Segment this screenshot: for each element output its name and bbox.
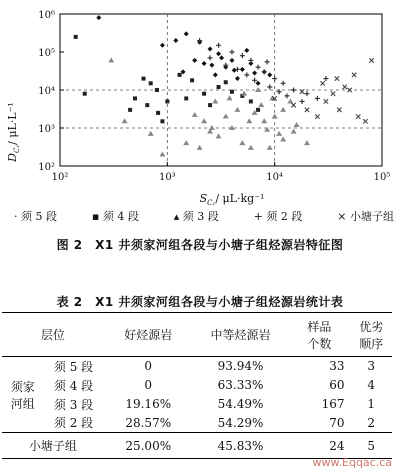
- data-point: [352, 73, 356, 77]
- data-point: [190, 78, 194, 82]
- data-point: [122, 118, 128, 123]
- series-x: [272, 58, 373, 123]
- data-point: [248, 58, 253, 63]
- table-caption: 表 2 X1 井须家河组各段与小塘子组烃源岩统计表: [56, 295, 344, 309]
- data-point: [217, 85, 221, 89]
- data-point: [74, 35, 78, 39]
- data-point: [324, 99, 328, 103]
- medium-cell: 63.33%: [217, 378, 264, 392]
- data-point: [284, 93, 289, 98]
- data-point: [337, 108, 341, 112]
- data-point: [209, 125, 215, 130]
- data-point: [223, 114, 229, 119]
- table-row: [2, 395, 392, 414]
- data-point: [208, 55, 213, 60]
- table-row: [2, 376, 392, 395]
- member-cell: 须 4 段: [53, 378, 94, 393]
- data-point: [230, 90, 234, 94]
- good-cell: 19.16%: [125, 397, 172, 411]
- member-cell: 小塘子组: [28, 439, 77, 453]
- header-rank-line1: 优劣: [359, 319, 384, 334]
- data-point: [229, 50, 234, 55]
- data-point: [241, 91, 247, 96]
- count-cell: 70: [329, 415, 345, 430]
- data-point: [240, 67, 245, 72]
- data-point: [224, 80, 228, 84]
- good-cell: 28.57%: [125, 415, 172, 430]
- data-point: [343, 85, 347, 89]
- rank-cell: 5: [367, 438, 376, 453]
- data-point: [184, 31, 189, 36]
- data-point: [178, 73, 182, 77]
- data-point: [304, 91, 309, 96]
- data-point: [192, 112, 198, 117]
- data-point: [267, 145, 273, 150]
- data-point: [149, 81, 153, 85]
- count-cell: 60: [329, 378, 345, 392]
- medium-cell: 93.94%: [217, 359, 264, 374]
- statistics-table: [2, 312, 392, 459]
- data-point: [304, 140, 310, 145]
- count-cell: 24: [329, 438, 345, 453]
- data-point: [369, 58, 373, 62]
- legend-item: × 小塘子组: [337, 210, 394, 223]
- data-point: [240, 53, 245, 58]
- data-point: [249, 99, 253, 103]
- count-cell: 167: [321, 397, 345, 411]
- data-point: [246, 118, 252, 123]
- table-header-row: [2, 313, 392, 357]
- series-square: [74, 35, 260, 123]
- y-tick-label: 10⁵: [38, 48, 55, 59]
- table-row: [2, 357, 392, 376]
- data-point: [335, 76, 339, 80]
- medium-cell: 45.83%: [217, 438, 264, 453]
- x-axis-label: $S_{C_1}/$ μL·kg⁻¹: [199, 192, 265, 207]
- data-point: [232, 68, 237, 73]
- data-point: [216, 51, 221, 56]
- data-point: [258, 102, 264, 107]
- rank-cell: 1: [367, 397, 376, 411]
- good-cell: 0: [144, 378, 153, 392]
- data-point: [165, 99, 169, 103]
- x-tick-label: 10³: [158, 172, 176, 183]
- watermark: www.Eqqac.ca: [312, 456, 392, 469]
- header-medium: 中等烃源岩: [210, 328, 271, 342]
- rank-cell: 4: [367, 378, 376, 392]
- table-row: [2, 433, 392, 459]
- data-point: [184, 96, 188, 100]
- data-point: [96, 15, 101, 20]
- data-point: [248, 145, 254, 150]
- data-point: [227, 95, 233, 100]
- data-point: [331, 91, 335, 95]
- data-point: [128, 108, 132, 112]
- data-point: [323, 76, 328, 81]
- data-point: [148, 131, 154, 136]
- data-point: [320, 81, 324, 85]
- y-tick-label: 10⁶: [38, 10, 55, 21]
- data-point: [267, 72, 272, 77]
- data-point: [315, 96, 320, 101]
- data-point: [265, 59, 270, 64]
- data-point: [229, 58, 234, 63]
- legend-item: · 须 5 段: [14, 210, 57, 223]
- data-point: [156, 111, 160, 115]
- data-point: [255, 87, 261, 92]
- y-tick-label: 10³: [38, 124, 55, 135]
- data-point: [291, 129, 297, 134]
- data-point: [281, 81, 286, 86]
- legend-item: ▴ 须 3 段: [173, 210, 219, 223]
- data-point: [159, 152, 165, 157]
- data-point: [173, 38, 178, 43]
- group-cell: [2, 357, 43, 433]
- data-point: [256, 81, 261, 86]
- data-point: [229, 125, 235, 130]
- data-point: [239, 140, 245, 145]
- data-point: [291, 88, 296, 93]
- medium-cell: 54.49%: [217, 397, 264, 411]
- data-point: [244, 72, 249, 77]
- data-point: [356, 114, 360, 118]
- member-cell: 须 5 段: [53, 359, 94, 374]
- x-tick-label: 10⁴: [266, 172, 284, 183]
- data-point: [133, 96, 137, 100]
- data-point: [256, 65, 261, 70]
- data-point: [183, 140, 189, 145]
- data-point: [216, 43, 221, 48]
- data-point: [234, 107, 240, 112]
- data-point: [280, 136, 286, 141]
- group-line1: 须家: [10, 379, 35, 394]
- figure-caption: 图 2 X1 井须家河组各段与小塘子组烃源岩特征图: [56, 238, 344, 252]
- data-point: [216, 133, 222, 138]
- data-point: [363, 119, 367, 123]
- y-tick-label: 10⁴: [38, 86, 55, 97]
- group-line2: 河组: [10, 396, 35, 411]
- member-cell: 须 3 段: [53, 397, 94, 412]
- data-point: [202, 61, 207, 66]
- data-point: [244, 48, 249, 53]
- good-cell: 25.00%: [125, 438, 172, 453]
- y-axis-label: $D_{C_1}/$ μL·L⁻¹: [6, 102, 21, 162]
- data-point: [315, 114, 319, 118]
- legend-item: ▪ 须 4 段: [91, 210, 139, 223]
- header-layer: 层位: [40, 328, 65, 342]
- data-point: [276, 131, 282, 136]
- legend-item: + 须 2 段: [253, 210, 303, 223]
- header-rank: [350, 313, 392, 357]
- data-point: [209, 63, 214, 68]
- header-good: 好烃源岩: [124, 328, 173, 342]
- data-point: [208, 46, 213, 51]
- data-point: [202, 92, 206, 96]
- data-point: [160, 43, 165, 48]
- data-point: [261, 118, 267, 123]
- data-point: [252, 78, 257, 83]
- data-point: [192, 58, 197, 63]
- data-point: [235, 76, 240, 81]
- data-point: [155, 88, 159, 92]
- header-count-line2: 个数: [307, 336, 332, 351]
- data-point: [305, 108, 309, 112]
- header-count: [288, 313, 350, 357]
- count-cell: 33: [329, 359, 345, 374]
- data-point: [108, 57, 114, 62]
- data-point: [212, 98, 218, 103]
- x-tick-label: 10²: [51, 172, 69, 183]
- data-point: [213, 72, 218, 77]
- data-point: [272, 114, 278, 119]
- rank-cell: 2: [367, 415, 376, 430]
- data-point: [219, 55, 224, 60]
- data-point: [256, 108, 260, 112]
- data-point: [208, 103, 212, 107]
- data-point: [272, 76, 277, 81]
- y-tick-label: 10²: [38, 162, 55, 173]
- member-cell: 须 2 段: [53, 416, 94, 431]
- data-point: [145, 103, 149, 107]
- data-point: [252, 71, 257, 76]
- data-point: [287, 98, 293, 103]
- data-point: [142, 77, 146, 81]
- data-point: [264, 127, 270, 132]
- data-point: [280, 107, 286, 112]
- good-cell: 0: [144, 359, 153, 374]
- medium-cell: 54.29%: [217, 415, 264, 430]
- data-point: [262, 69, 267, 74]
- header-count-line1: 样品: [307, 319, 332, 334]
- data-point: [267, 84, 272, 89]
- x-tick-label: 10⁵: [373, 172, 391, 183]
- rank-cell: 3: [367, 359, 376, 374]
- data-point: [300, 99, 305, 104]
- data-point: [201, 118, 207, 123]
- data-point: [160, 119, 164, 123]
- data-point: [294, 122, 300, 127]
- chart-legend: [14, 208, 394, 224]
- table-row: [2, 414, 392, 433]
- header-rank-line2: 顺序: [359, 336, 384, 351]
- data-point: [83, 92, 87, 96]
- data-point: [197, 145, 203, 150]
- data-point: [291, 103, 295, 107]
